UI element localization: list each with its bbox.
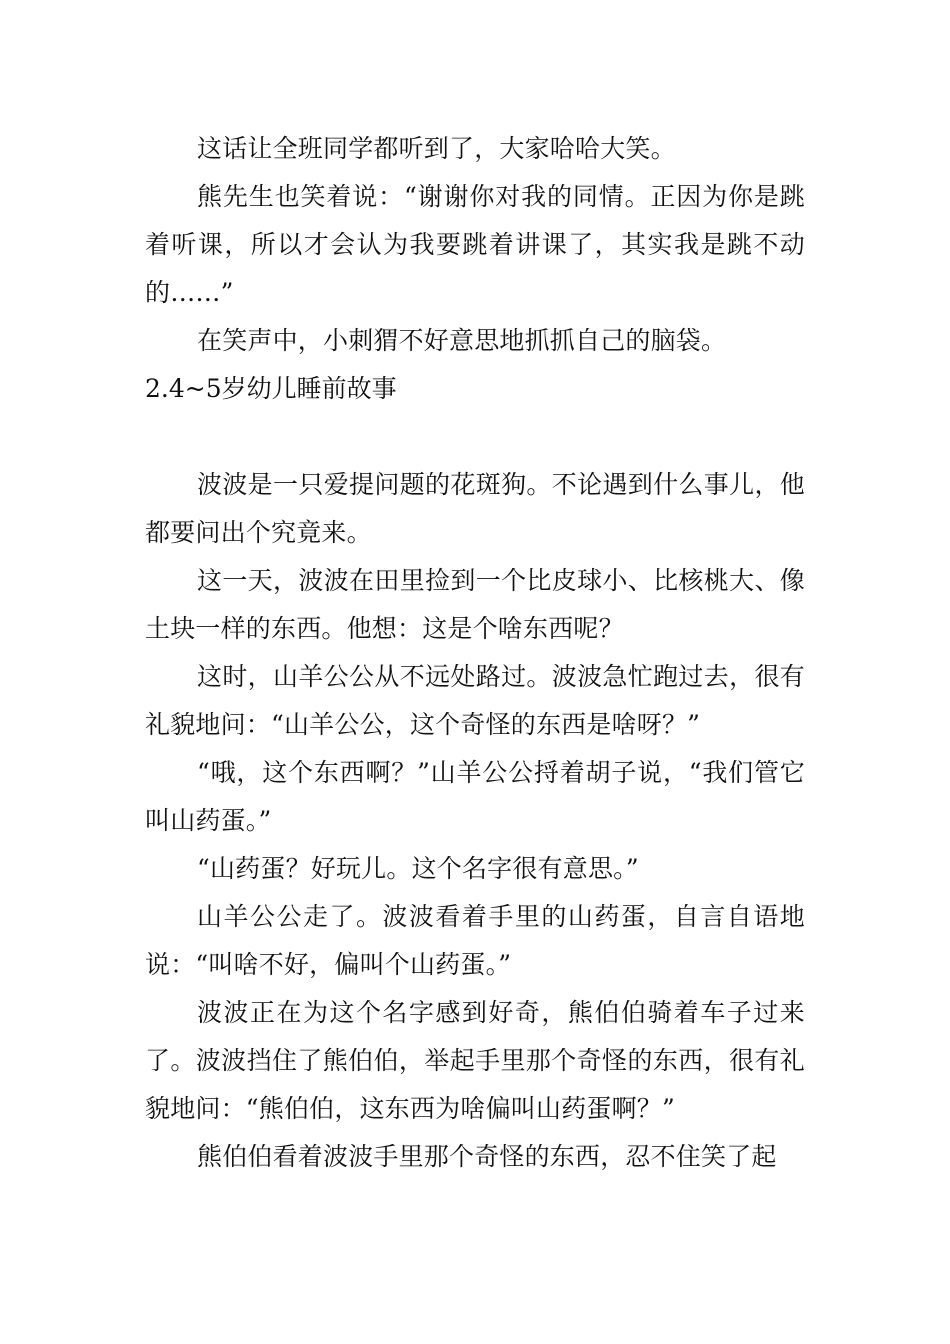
paragraph: 在笑声中，小刺猬不好意思地抓抓自己的脑袋。	[197, 326, 727, 355]
document-body	[145, 125, 805, 1181]
paragraph: 山羊公公走了。波波看着手里的山药蛋，自言自语地说：“叫啥不好，偏叫个山药蛋。”	[145, 902, 805, 979]
paragraph: “山药蛋？好玩儿。这个名字很有意思。”	[197, 854, 639, 883]
section-gap	[145, 413, 805, 461]
paragraph: 熊先生也笑着说：“谢谢你对我的同情。正因为你是跳着听课，所以才会认为我要跳着讲课了，其实我是跳不动的……”	[145, 182, 805, 307]
paragraph: 这话让全班同学都听到了，大家哈哈大笑。	[197, 134, 676, 163]
paragraph: “哦，这个东西啊？”山羊公公捋着胡子说，“我们管它叫山药蛋。”	[145, 758, 805, 835]
paragraph: 波波正在为这个名字感到好奇，熊伯伯骑着车子过来了。波波挡住了熊伯伯，举起手里那个奇怪的东西，很有礼貌地问：“熊伯伯，这东西为啥偏叫山药蛋啊？”	[145, 998, 805, 1123]
paragraph: 这一天，波波在田里捡到一个比皮球小、比核桃大、像土块一样的东西。他想：这是个啥东西呢？	[145, 566, 805, 643]
paragraph: 熊伯伯看着波波手里那个奇怪的东西，忍不住笑了起	[197, 1142, 777, 1171]
section-heading: 2.4~5岁幼儿睡前故事	[145, 374, 397, 403]
paragraph: 这时，山羊公公从不远处路过。波波急忙跑过去，很有礼貌地问：“山羊公公，这个奇怪的东西是啥呀？”	[145, 662, 805, 739]
paragraph: 波波是一只爱提问题的花斑狗。不论遇到什么事儿，他都要问出个究竟来。	[145, 470, 805, 547]
